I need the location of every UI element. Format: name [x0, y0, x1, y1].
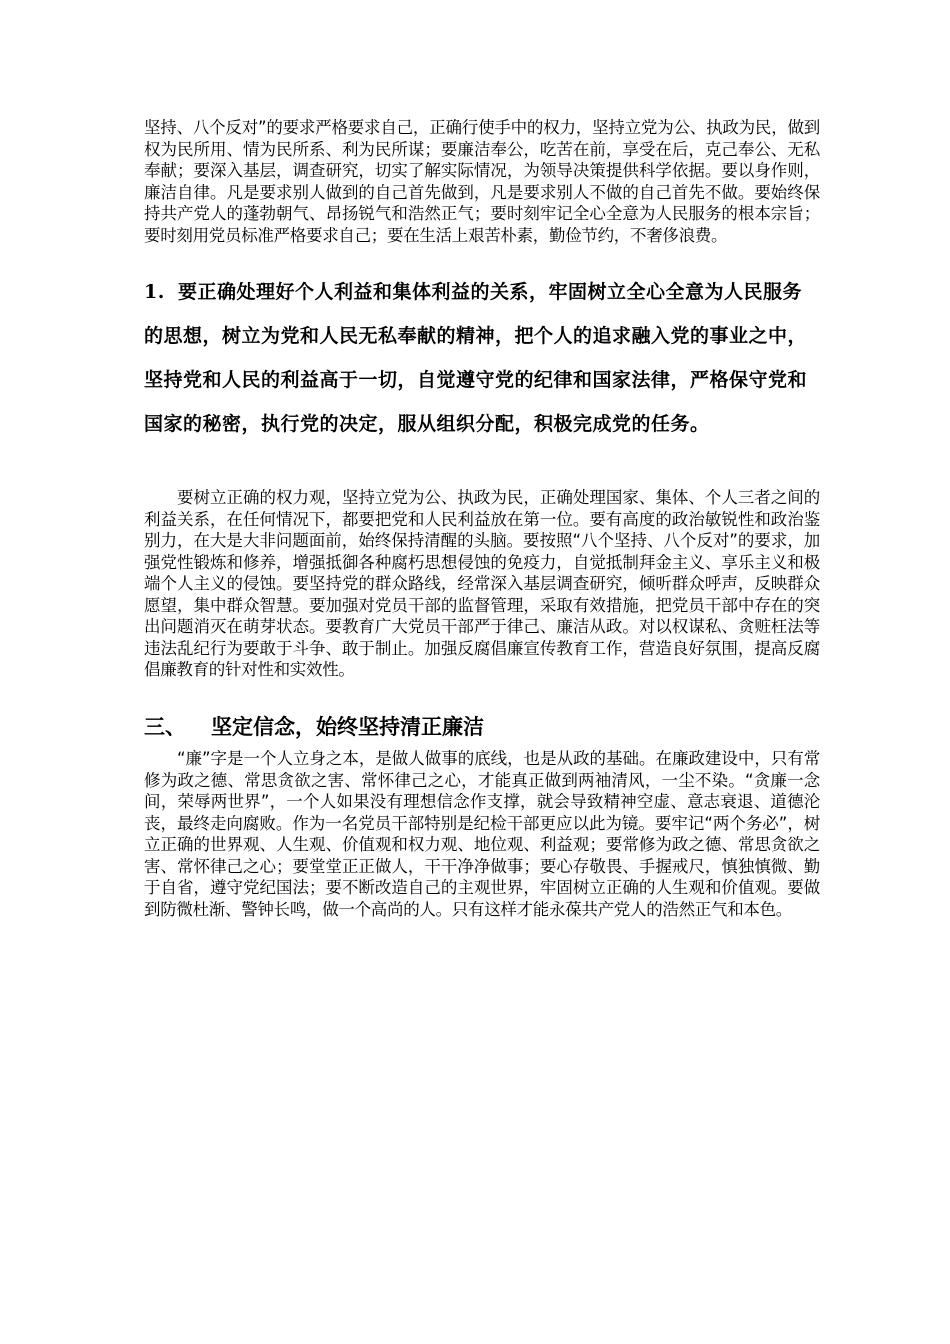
power-view-paragraph: 要树立正确的权力观，坚持立党为公、执政为民，正确处理国家、集体、个人三者之间的利益关系，在任何情况下，都要把党和人民利益放在第一位。要有高度的政治敏锐性和政治鉴别力，在大是大非问题面前，始终保持清醒的头脑。要按照“八个坚持、八个反对”的要求，加强党性锻炼和修养，增强抵御各种腐朽思想侵蚀的免疫力，自觉抵制拜金主义、享乐主义和极端个人主义的侵蚀。要坚持党的群众路线，经常深入基层调查研究，倾听群众呼声，反映群众愿望，集中群众智慧。要加强对党员干部的监督管理，采取有效措施，把党员干部中存在的突出问题消灭在萌芽状态。要教育广大党员干部严于律己、廉洁从政。对以权谋私、贪赃枉法等违法乱纪行为要敢于斗争、敢于制止。加强反腐倡廉宣传教育工作，营造良好氛围，提高反腐倡廉教育的针对性和实效性。 — [144, 488, 820, 679]
numbered-heading-1 — [144, 270, 810, 446]
section-3-heading — [144, 712, 820, 742]
section-3-title: 坚定信念，始终坚持清正廉洁 — [211, 715, 484, 739]
section-3-number: 三、 — [144, 715, 186, 739]
integrity-paragraph: “廉”字是一个人立身之本，是做人做事的底线，也是从政的基础。在廉政建设中，只有常修为政之德、常思贪欲之害、常怀律己之心，才能真正做到两袖清风，一尘不染。“贪廉一念间，荣辱两世界”，一个人如果没有理想信念作支撑，就会导致精神空虚、意志衰退、道德沦丧，最终走向腐败。作为一名党员干部特别是纪检干部更应以此为镜。要牢记“两个务必”，树立正确的世界观、人生观、价值观和权力观、地位观、利益观；要常修为政之德、常思贪欲之害、常怀律己之心；要堂堂正正做人，干干净净做事；要心存敬畏、手握戒尺，慎独慎微、勤于自省，遵守党纪国法；要不断改造自己的主观世界，牢固树立正确的人生观和价值观。要做到防微杜渐、警钟长鸣，做一个高尚的人。只有这样才能永葆共产党人的浩然正气和本色。 — [144, 749, 820, 919]
heading-1-text: 要正确处理好个人利益和集体利益的关系，牢固树立全心全意为人民服务的思想，树立为党和人民无私奉献的精神，把个人的追求融入党的事业之中，坚持党和人民的利益高于一切，自觉遵守党的纪律和国家法律，严格保守党和国家的秘密，执行党的决定，服从组织分配，积极完成党的任务。 — [144, 281, 808, 435]
intro-paragraph: 坚持、八个反对”的要求严格要求自己，正确行使手中的权力，坚持立党为公、执政为民，做到权为民所用、情为民所系、利为民所谋；要廉洁奉公，吃苦在前，享受在后，克己奉公、无私奉献；要深入基层，调查研究，切实了解实际情况，为领导决策提供科学依据。要以身作则，廉洁自律。凡是要求别人做到的自己首先做到，凡是要求别人不做的自己首先不做。要始终保持共产党人的蓬勃朝气、昂扬锐气和浩然正气；要时刻牢记全心全意为人民服务的根本宗旨；要时刻用党员标准严格要求自己；要在生活上艰苦朴素，勤俭节约，不奢侈浪费。 — [144, 118, 820, 245]
heading-1-number: 1. — [144, 281, 165, 303]
